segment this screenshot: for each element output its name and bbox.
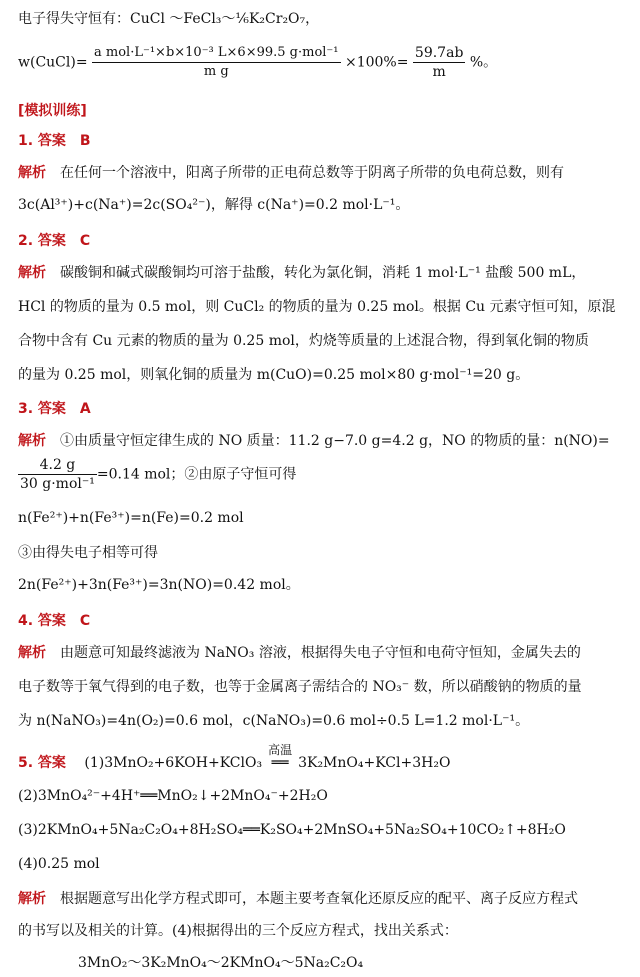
analysis-text: 的书写以及相关的计算。(4)根据得出的三个反应方程式，找出关系式： bbox=[18, 923, 458, 939]
answer-line bbox=[18, 130, 91, 150]
analysis-text: =0.14 mol；②由原子守恒可得 bbox=[96, 466, 297, 483]
fraction-numerator: 4.2 g bbox=[18, 456, 97, 475]
equation-text: 3K₂MnO₄+KCl+3H₂O bbox=[298, 755, 451, 771]
answer-text: (4)0.25 mol bbox=[18, 856, 100, 872]
formula-line bbox=[18, 44, 497, 81]
answer-line bbox=[18, 743, 451, 772]
fraction bbox=[413, 44, 465, 81]
analysis-text: 在任何一个溶液中，阳离子所带的正电荷总数等于阴离子所带的负电荷总数，则有 bbox=[60, 165, 564, 181]
formula-text: ×100%= bbox=[344, 54, 409, 71]
analysis-text: 的量为 0.25 mol，则氧化铜的质量为 m(CuO)=0.25 mol×80 g·mol⁻¹=20 g。 bbox=[18, 367, 530, 383]
formula-text: %。 bbox=[469, 54, 498, 71]
formula-text: w(CuCl)= bbox=[18, 54, 88, 71]
answer-label: 2. 答案 C bbox=[18, 233, 91, 249]
analysis-text: 碳酸铜和碱式碳酸铜均可溶于盐酸，转化为氯化铜，消耗 1 mol·L⁻¹ 盐酸 500 mL， bbox=[60, 265, 586, 281]
answer-label: 1. 答案 B bbox=[18, 133, 91, 149]
answer-label: 4. 答案 C bbox=[18, 613, 91, 629]
analysis-text: 3c(Al³⁺)+c(Na⁺)=2c(SO₄²⁻)，解得 c(Na⁺)=0.2 mol·L⁻¹。 bbox=[18, 197, 410, 213]
analysis-text: HCl 的物质的量为 0.5 mol，则 CuCl₂ 的物质的量为 0.25 mol。根据 Cu 元素守恒可知，原混 bbox=[18, 299, 616, 315]
fraction-denominator: m bbox=[432, 64, 446, 80]
fraction-numerator: 59.7ab bbox=[414, 45, 464, 61]
reaction-condition: 高温 bbox=[268, 743, 293, 757]
analysis-label: 解析 bbox=[18, 891, 46, 907]
analysis-text: 合物中含有 Cu 元素的物质的量为 0.25 mol，灼烧等质量的上述混合物，得到氧化铜的物质 bbox=[18, 333, 589, 349]
analysis-text: 根据题意写出化学方程式即可，本题主要考查氧化还原反应的配平、离子反应方程式 bbox=[60, 891, 578, 907]
reaction-arrow: 高温 ══ bbox=[262, 755, 298, 771]
analysis-text: n(Fe²⁺)+n(Fe³⁺)=n(Fe)=0.2 mol bbox=[18, 510, 244, 526]
analysis-text: 电子数等于氧气得到的电子数，也等于金属离子需结合的 NO₃⁻ 数，所以硝酸钠的物质的量 bbox=[18, 679, 582, 695]
analysis-text: ①由质量守恒定律生成的 NO 质量：11.2 g−7.0 g=4.2 g，NO 的物质的量：n(NO)= bbox=[60, 433, 610, 449]
fraction bbox=[18, 456, 97, 493]
answer-label: 5. 答案 bbox=[18, 755, 66, 771]
analysis-label: 解析 bbox=[18, 433, 46, 449]
analysis-text: 2n(Fe²⁺)+3n(Fe³⁺)=3n(NO)=0.42 mol。 bbox=[18, 577, 300, 593]
analysis-text: ③由得失电子相等可得 bbox=[18, 545, 158, 561]
section-title: [模拟训练] bbox=[18, 103, 87, 119]
equation-text: (3)2KMnO₄+5Na₂C₂O₄+8H₂SO₄══K₂SO₄+2MnSO₄+5Na₂SO₄+10CO₂↑+8H₂O bbox=[18, 822, 566, 838]
fraction bbox=[92, 44, 341, 81]
fraction-denominator: m g bbox=[203, 64, 229, 79]
equation-text: (2)3MnO₄²⁻+4H⁺══MnO₂↓+2MnO₄⁻+2H₂O bbox=[18, 788, 328, 804]
equation-text: 3MnO₂～3K₂MnO₄～2KMnO₄～5Na₂C₂O₄ bbox=[78, 955, 364, 971]
analysis-label: 解析 bbox=[18, 165, 46, 181]
analysis-text: 为 n(NaNO₃)=4n(O₂)=0.6 mol，c(NaNO₃)=0.6 mol÷0.5 L=1.2 mol·L⁻¹。 bbox=[18, 713, 530, 729]
fraction-line bbox=[18, 456, 296, 493]
text-line bbox=[18, 8, 319, 28]
equation-text: (1)3MnO₂+6KOH+KClO₃ bbox=[84, 755, 263, 771]
analysis-label: 解析 bbox=[18, 645, 46, 661]
fraction-denominator: 30 g·mol⁻¹ bbox=[20, 476, 95, 492]
analysis-text: 由题意可知最终滤液为 NaNO₃ 溶液，根据得失电子守恒和电荷守恒知，金属失去的 bbox=[60, 645, 581, 661]
equation-line: 电子得失守恒有：CuCl ～FeCl₃～⅙K₂Cr₂O₇， bbox=[18, 11, 320, 27]
answer-label: 3. 答案 A bbox=[18, 401, 91, 417]
analysis-line bbox=[18, 162, 564, 182]
fraction-numerator: a mol·L⁻¹×b×10⁻³ L×6×99.5 g·mol⁻¹ bbox=[92, 44, 341, 63]
analysis-label: 解析 bbox=[18, 265, 46, 281]
